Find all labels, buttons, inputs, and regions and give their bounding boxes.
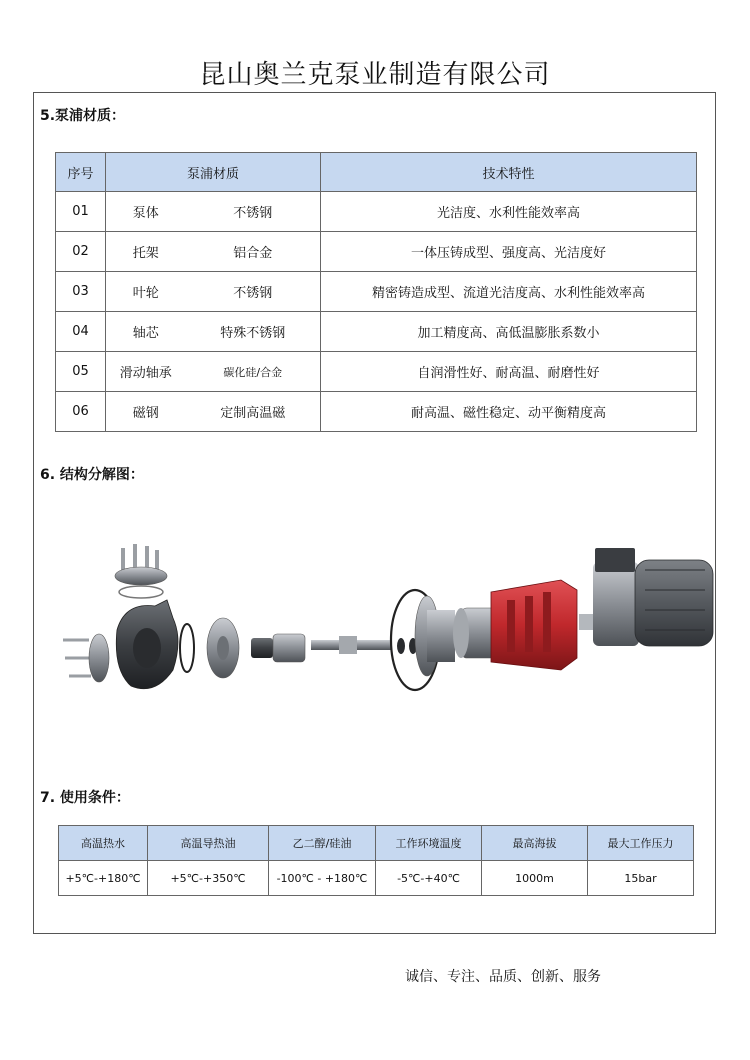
conditions-header: 高温热水 xyxy=(59,826,148,861)
shaft-part xyxy=(311,636,391,654)
conditions-value-row xyxy=(59,861,694,896)
table-row xyxy=(56,352,697,392)
table-row xyxy=(56,392,697,432)
conditions-value: 1000m xyxy=(482,861,588,896)
pump-casing-part xyxy=(116,600,194,689)
row-no: 04 xyxy=(56,312,106,352)
row-material: 碳化硅/合金 xyxy=(186,352,321,392)
row-part: 轴芯 xyxy=(106,312,186,352)
conditions-value: -5℃-+40℃ xyxy=(376,861,482,896)
conditions-value: 15bar xyxy=(588,861,694,896)
row-feature: 耐高温、磁性稳定、动平衡精度高 xyxy=(321,392,697,432)
row-feature: 光洁度、水利性能效率高 xyxy=(321,192,697,232)
conditions-table xyxy=(58,825,694,896)
conditions-value: -100℃ - +180℃ xyxy=(269,861,376,896)
materials-header-row xyxy=(56,153,697,192)
row-material: 特殊不锈钢 xyxy=(186,312,321,352)
row-feature: 自润滑性好、耐高温、耐磨性好 xyxy=(321,352,697,392)
row-part: 磁钢 xyxy=(106,392,186,432)
impeller-part xyxy=(251,634,305,662)
conditions-value: +5℃-+180℃ xyxy=(59,861,148,896)
conditions-header: 最高海拔 xyxy=(482,826,588,861)
table-row xyxy=(56,232,697,272)
conditions-value: +5℃-+350℃ xyxy=(148,861,269,896)
row-no: 02 xyxy=(56,232,106,272)
bearing-part xyxy=(397,638,417,654)
row-material: 铝合金 xyxy=(186,232,321,272)
header-no: 序号 xyxy=(56,153,106,192)
row-material: 定制高温磁 xyxy=(186,392,321,432)
row-no: 06 xyxy=(56,392,106,432)
row-material: 不锈钢 xyxy=(186,272,321,312)
header-material: 泵浦材质 xyxy=(106,153,321,192)
row-no: 05 xyxy=(56,352,106,392)
row-part: 泵体 xyxy=(106,192,186,232)
header-feature: 技术特性 xyxy=(321,153,697,192)
exploded-view-diagram xyxy=(55,540,715,700)
row-part: 滑动轴承 xyxy=(106,352,186,392)
section-structure-heading: 6. 结构分解图： xyxy=(40,467,144,483)
top-flange-part xyxy=(115,544,167,598)
section-conditions-heading: 7. 使用条件： xyxy=(40,790,130,806)
row-feature: 一体压铸成型、强度高、光洁度好 xyxy=(321,232,697,272)
row-no: 01 xyxy=(56,192,106,232)
suction-flange-part xyxy=(63,634,109,682)
row-part: 托架 xyxy=(106,232,186,272)
materials-table xyxy=(55,152,697,432)
conditions-header: 乙二醇/硅油 xyxy=(269,826,376,861)
table-row xyxy=(56,312,697,352)
section-materials-heading: 5.泵浦材质： xyxy=(40,108,126,124)
row-part: 叶轮 xyxy=(106,272,186,312)
table-row xyxy=(56,272,697,312)
company-title: 昆山奥兰克泵业制造有限公司 xyxy=(199,60,551,90)
motor-part xyxy=(579,548,713,646)
conditions-header: 工作环境温度 xyxy=(376,826,482,861)
conditions-header: 最大工作压力 xyxy=(588,826,694,861)
back-plate-part xyxy=(207,618,239,678)
table-row xyxy=(56,192,697,232)
row-material: 不锈钢 xyxy=(186,192,321,232)
row-feature: 加工精度高、高低温膨胀系数小 xyxy=(321,312,697,352)
company-motto: 诚信、专注、品质、创新、服务 xyxy=(405,969,601,985)
conditions-header-row xyxy=(59,826,694,861)
bracket-part xyxy=(491,580,577,670)
row-no: 03 xyxy=(56,272,106,312)
row-feature: 精密铸造成型、流道光洁度高、水利性能效率高 xyxy=(321,272,697,312)
conditions-header: 高温导热油 xyxy=(148,826,269,861)
